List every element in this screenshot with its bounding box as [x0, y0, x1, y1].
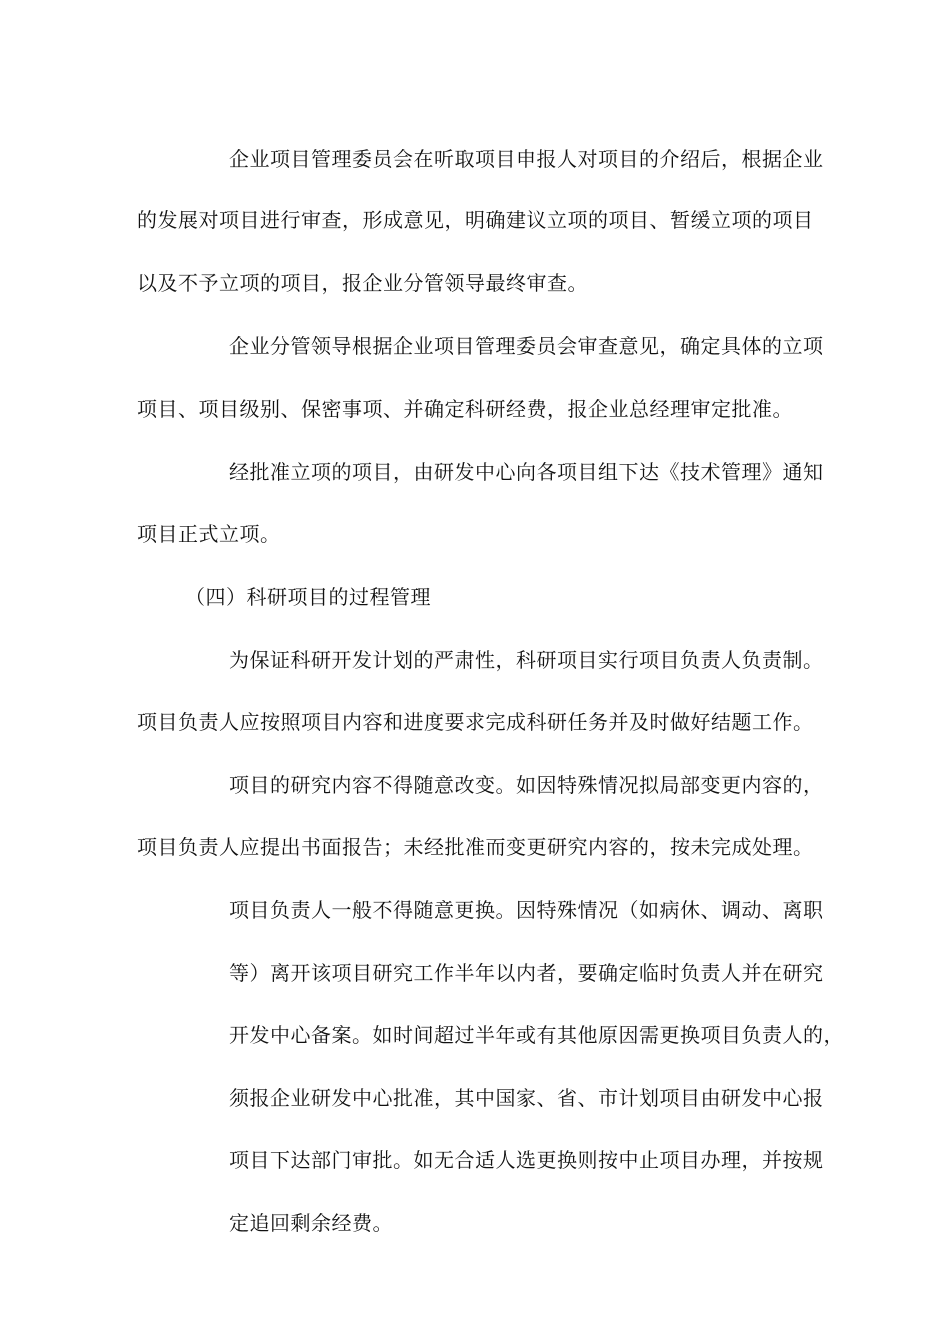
paragraph-1-line-3: 以及不予立项的项目，报企业分管领导最终审查。	[137, 271, 588, 295]
paragraph-5-line-1: 项目的研究内容不得随意改变。如因特殊情况拟局部变更内容的，	[229, 773, 824, 797]
paragraph-3-line-2: 项目正式立项。	[137, 522, 281, 546]
paragraph-6-line-4: 须报企业研发中心批准，其中国家、省、市计划项目由研发中心报	[229, 1086, 824, 1110]
paragraph-6-line-3: 开发中心备案。如时间超过半年或有其他原因需更换项目负责人的，	[229, 1023, 844, 1047]
paragraph-2-line-2: 项目、项目级别、保密事项、并确定科研经费，报企业总经理审定批准。	[137, 397, 793, 421]
section-heading: （四）科研项目的过程管理	[185, 585, 431, 609]
paragraph-1-line-1: 企业项目管理委员会在听取项目申报人对项目的介绍后，根据企业	[229, 147, 824, 171]
paragraph-6-line-2: 等）离开该项目研究工作半年以内者，要确定临时负责人并在研究	[229, 961, 824, 985]
paragraph-6-line-1: 项目负责人一般不得随意更换。因特殊情况（如病休、调动、离职	[229, 898, 824, 922]
paragraph-6-line-6: 定追回剩余经费。	[229, 1211, 393, 1235]
paragraph-1-line-2: 的发展对项目进行审查，形成意见，明确建议立项的项目、暂缓立项的项目	[137, 208, 814, 232]
paragraph-6-line-5: 项目下达部门审批。如无合适人选更换则按中止项目办理，并按规	[229, 1148, 824, 1172]
paragraph-3-line-1: 经批准立项的项目，由研发中心向各项目组下达《技术管理》通知	[229, 460, 824, 484]
paragraph-4-line-2: 项目负责人应按照项目内容和进度要求完成科研任务并及时做好结题工作。	[137, 710, 814, 734]
paragraph-5-line-2: 项目负责人应提出书面报告；未经批准而变更研究内容的，按未完成处理。	[137, 835, 814, 859]
paragraph-2-line-1: 企业分管领导根据企业项目管理委员会审查意见，确定具体的立项	[229, 334, 824, 358]
paragraph-4-line-1: 为保证科研开发计划的严肃性，科研项目实行项目负责人负责制。	[229, 648, 824, 672]
